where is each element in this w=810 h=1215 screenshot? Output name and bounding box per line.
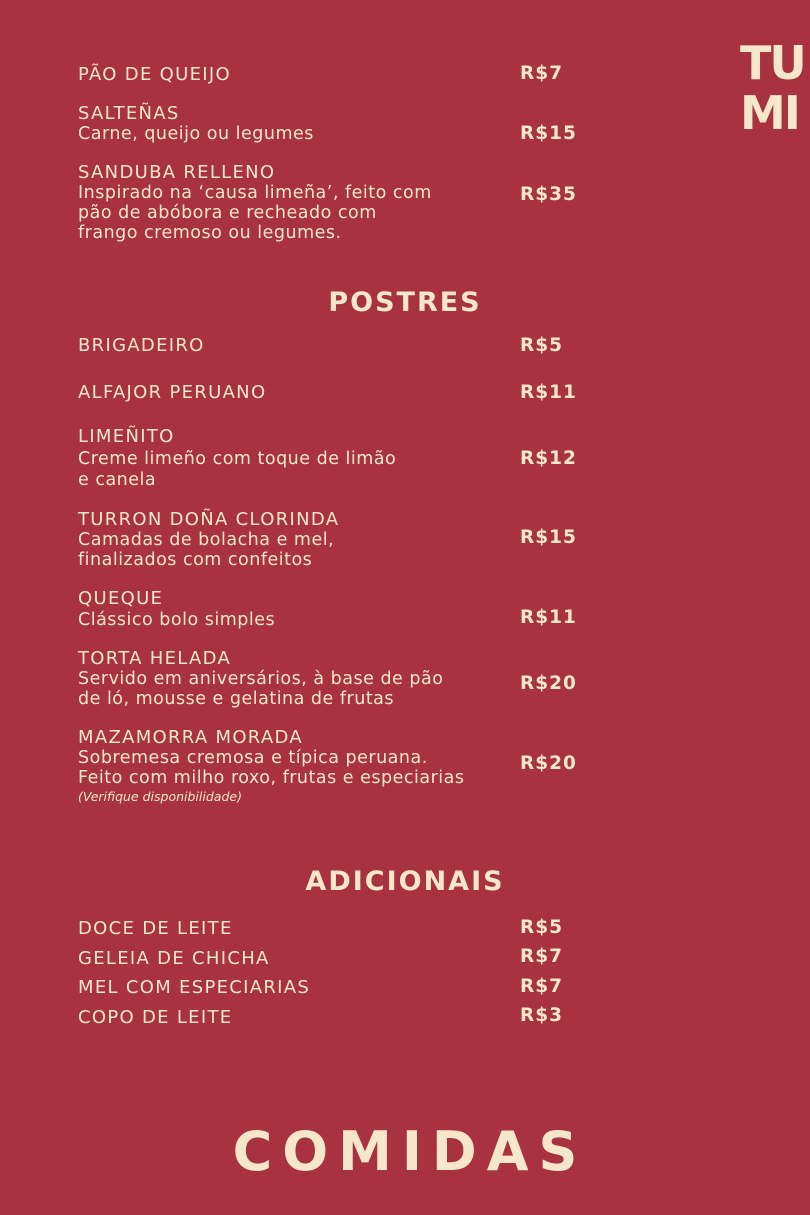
item-price: R$5 bbox=[520, 917, 563, 938]
item-name: COPO DE LEITE bbox=[78, 1007, 233, 1028]
item-name: LIMEÑITO bbox=[78, 426, 175, 447]
section-title-postres: POSTRES bbox=[328, 287, 482, 318]
item-description: e canela bbox=[78, 470, 157, 490]
item-price: R$7 bbox=[520, 63, 563, 84]
item-name: MAZAMORRA MORADA bbox=[78, 727, 303, 748]
item-name: TORTA HELADA bbox=[78, 648, 232, 669]
brand-logo bbox=[740, 38, 805, 138]
item-price: R$11 bbox=[520, 607, 577, 628]
item-name: PÃO DE QUEIJO bbox=[78, 64, 231, 85]
footer-title: COMIDAS bbox=[232, 1120, 588, 1183]
item-name: SANDUBA RELLENO bbox=[78, 162, 276, 183]
item-price: R$11 bbox=[520, 382, 577, 403]
item-description: finalizados com confeitos bbox=[78, 550, 313, 570]
item-price: R$35 bbox=[520, 184, 577, 205]
section-title-adicionais: ADICIONAIS bbox=[305, 866, 505, 897]
item-name: DOCE DE LEITE bbox=[78, 918, 233, 939]
item-description: Carne, queijo ou legumes bbox=[78, 124, 314, 144]
item-description: pão de abóbora e recheado com bbox=[78, 203, 377, 223]
item-name: MEL COM ESPECIARIAS bbox=[78, 977, 311, 998]
item-description: Sobremesa cremosa e típica peruana. bbox=[78, 748, 428, 768]
item-name: GELEIA DE CHICHA bbox=[78, 948, 270, 969]
item-price: R$20 bbox=[520, 753, 577, 774]
item-name: TURRON DOÑA CLORINDA bbox=[78, 509, 340, 530]
item-description: Feito com milho roxo, frutas e especiarias bbox=[78, 768, 465, 788]
item-name: SALTEÑAS bbox=[78, 103, 180, 124]
item-price: R$7 bbox=[520, 976, 563, 997]
item-price: R$3 bbox=[520, 1005, 563, 1026]
availability-note: (Verifique disponibilidade) bbox=[78, 789, 242, 804]
item-description: Clássico bolo simples bbox=[78, 610, 276, 630]
item-price: R$15 bbox=[520, 123, 577, 144]
item-price: R$5 bbox=[520, 335, 563, 356]
item-description: Inspirado na ‘causa limeña’, feito com bbox=[78, 183, 432, 203]
item-price: R$15 bbox=[520, 527, 577, 548]
item-description: de ló, mousse e gelatina de frutas bbox=[78, 689, 395, 709]
item-description: frango cremoso ou legumes. bbox=[78, 223, 342, 243]
item-price: R$7 bbox=[520, 946, 563, 967]
item-price: R$12 bbox=[520, 448, 577, 469]
brand-logo-line2: MI bbox=[740, 86, 799, 140]
item-description: Servido em aniversários, à base de pão bbox=[78, 669, 444, 689]
brand-logo-line1: TU bbox=[740, 36, 805, 90]
item-description: Camadas de bolacha e mel, bbox=[78, 530, 335, 550]
item-name: BRIGADEIRO bbox=[78, 335, 205, 356]
item-name: ALFAJOR PERUANO bbox=[78, 382, 267, 403]
item-description: Creme limeño com toque de limão bbox=[78, 449, 397, 469]
item-name: QUEQUE bbox=[78, 588, 164, 609]
item-price: R$20 bbox=[520, 673, 577, 694]
